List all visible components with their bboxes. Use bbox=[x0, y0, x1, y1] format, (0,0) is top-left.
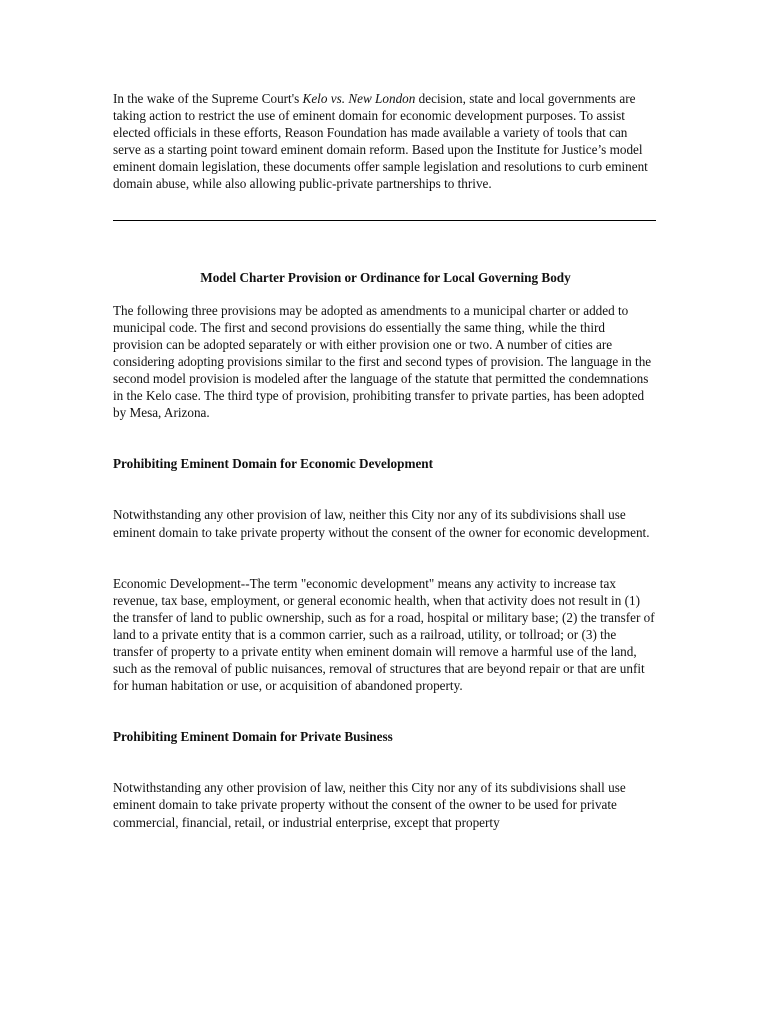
intro-text-start: In the wake of the Supreme Court's bbox=[113, 91, 303, 106]
horizontal-divider bbox=[113, 220, 656, 221]
section-title: Model Charter Provision or Ordinance for Local Governing Body bbox=[200, 269, 571, 285]
provision-text-economic-development: Notwithstanding any other provision of law, neither this City nor any of its subdivisions shall use eminent domain to take private property without the consent of the owner for economic development. bbox=[113, 507, 650, 540]
intro-text-end: decision, state and local governments are taking action to restrict the use of eminent domain for economic development purposes. To assist elected officials in these efforts, Reason Foundation has made available a variety of tools that can serve as a starting point toward eminent domain reform. Based upon the Institute for Justice’s model eminent domain legislation, these documents offer sample legislation and resolutions to curb eminent domain abuse, while also allowing public-private partnerships to thrive. bbox=[113, 91, 648, 192]
case-name: Kelo vs. New London bbox=[302, 91, 416, 106]
economic-development-definition: Economic Development--The term "economic development" means any activity to increase tax revenue, tax base, employment, or general economic health, when that activity does not result in (1) the transfer of land to public ownership, such as for a road, hospital or military base; (2) the transfer of land to a private entity that is a common carrier, such as a railroad, utility, or tollroad; or (3) the transfer of property to a private entity when eminent domain will remove a harmful use of the land, such as the removal of public nuisances, removal of structures that are beyond repair or that are unfit for human habitation or use, or acquisition of abandoned property. bbox=[113, 575, 655, 694]
provision-heading-economic-development: Prohibiting Eminent Domain for Economic Development bbox=[113, 456, 434, 472]
provision-text-private-business: Notwithstanding any other provision of law, neither this City nor any of its subdivisions shall use eminent domain to take private property without the consent of the owner to be used for private commercial, financial, retail, or industrial enterprise, except that property bbox=[113, 780, 626, 830]
section-intro-paragraph: The following three provisions may be adopted as amendments to a municipal charter or added to municipal code. The first and second provisions do essentially the same thing, while the third provision can be adopted separately or with either provision one or two. A number of cities are considering adopting provisions similar to the first and second types of provision. The language in the second model provision is modeled after the language of the statute that permitted the condemnations in the Kelo case. The third type of provision, prohibiting transfer to private parties, has been adopted by Mesa, Arizona. bbox=[113, 302, 652, 421]
provision-heading-private-business: Prohibiting Eminent Domain for Private Business bbox=[113, 729, 393, 745]
document-page bbox=[113, 90, 658, 831]
intro-paragraph bbox=[113, 90, 658, 193]
